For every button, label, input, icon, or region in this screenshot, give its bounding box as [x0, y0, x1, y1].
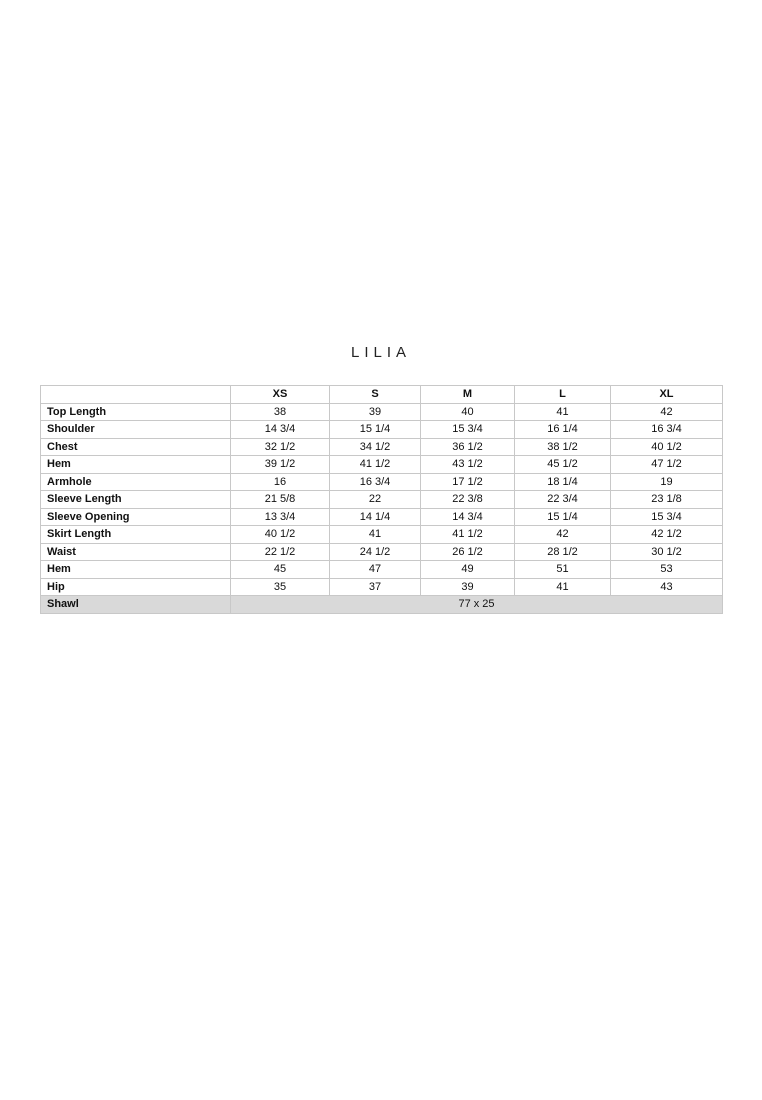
table-cell: 15 3/4 — [421, 421, 515, 439]
table-cell: 40 — [421, 403, 515, 421]
table-cell: 36 1/2 — [421, 438, 515, 456]
table-cell: 16 3/4 — [611, 421, 723, 439]
row-label: Skirt Length — [41, 526, 231, 544]
row-label: Hip — [41, 578, 231, 596]
table-cell: 26 1/2 — [421, 543, 515, 561]
table-row — [41, 543, 723, 561]
table-cell: 45 — [231, 561, 330, 579]
table-row — [41, 578, 723, 596]
table-cell: 22 3/4 — [515, 491, 611, 509]
table-cell: 14 3/4 — [421, 508, 515, 526]
table-cell: 24 1/2 — [330, 543, 421, 561]
table-cell: 16 1/4 — [515, 421, 611, 439]
table-cell: 32 1/2 — [231, 438, 330, 456]
table-cell: 47 — [330, 561, 421, 579]
table-cell: 34 1/2 — [330, 438, 421, 456]
table-cell: 16 3/4 — [330, 473, 421, 491]
row-label: Hem — [41, 456, 231, 474]
table-row — [41, 456, 723, 474]
table-row — [41, 403, 723, 421]
table-row — [41, 491, 723, 509]
table-row — [41, 421, 723, 439]
table-row — [41, 561, 723, 579]
table-cell: 14 3/4 — [231, 421, 330, 439]
table-cell: 22 3/8 — [421, 491, 515, 509]
table-row — [41, 508, 723, 526]
table-cell: 49 — [421, 561, 515, 579]
table-row — [41, 526, 723, 544]
row-label: Armhole — [41, 473, 231, 491]
table-cell: 22 1/2 — [231, 543, 330, 561]
row-label: Chest — [41, 438, 231, 456]
table-cell: 15 1/4 — [515, 508, 611, 526]
table-cell: 39 — [421, 578, 515, 596]
table-row — [41, 438, 723, 456]
table-cell: 41 — [330, 526, 421, 544]
table-cell: 38 1/2 — [515, 438, 611, 456]
shawl-row — [41, 596, 723, 614]
table-cell: 40 1/2 — [611, 438, 723, 456]
row-label: Shoulder — [41, 421, 231, 439]
table-cell: 16 — [231, 473, 330, 491]
page-title: LILIA — [350, 344, 412, 361]
row-label: Top Length — [41, 403, 231, 421]
table-cell: 35 — [231, 578, 330, 596]
table-cell: 39 — [330, 403, 421, 421]
table-cell: 43 1/2 — [421, 456, 515, 474]
table-cell: 19 — [611, 473, 723, 491]
size-chart-table — [40, 385, 723, 614]
table-cell: 30 1/2 — [611, 543, 723, 561]
table-cell: 15 3/4 — [611, 508, 723, 526]
column-header-xs: XS — [231, 386, 330, 404]
table-header-row — [41, 386, 723, 404]
table-row — [41, 473, 723, 491]
table-cell: 45 1/2 — [515, 456, 611, 474]
table-cell: 13 3/4 — [231, 508, 330, 526]
table-cell: 21 5/8 — [231, 491, 330, 509]
table-cell: 28 1/2 — [515, 543, 611, 561]
table-cell: 41 1/2 — [421, 526, 515, 544]
table-cell: 37 — [330, 578, 421, 596]
column-header-xl: XL — [611, 386, 723, 404]
table-cell: 42 — [611, 403, 723, 421]
table-cell: 14 1/4 — [330, 508, 421, 526]
table-cell: 53 — [611, 561, 723, 579]
row-label: Sleeve Opening — [41, 508, 231, 526]
table-cell: 15 1/4 — [330, 421, 421, 439]
table-cell: 38 — [231, 403, 330, 421]
table-cell: 42 1/2 — [611, 526, 723, 544]
row-label: Waist — [41, 543, 231, 561]
table-cell: 40 1/2 — [231, 526, 330, 544]
row-label: Sleeve Length — [41, 491, 231, 509]
table-cell: 42 — [515, 526, 611, 544]
column-header-blank — [41, 386, 231, 404]
table-cell: 17 1/2 — [421, 473, 515, 491]
table-cell: 51 — [515, 561, 611, 579]
shawl-value: 77 x 25 — [231, 596, 723, 614]
table-cell: 23 1/8 — [611, 491, 723, 509]
table-cell: 39 1/2 — [231, 456, 330, 474]
table-cell: 41 — [515, 578, 611, 596]
column-header-m: M — [421, 386, 515, 404]
table-cell: 41 — [515, 403, 611, 421]
table-cell: 22 — [330, 491, 421, 509]
shawl-label: Shawl — [41, 596, 231, 614]
table-cell: 47 1/2 — [611, 456, 723, 474]
table-cell: 18 1/4 — [515, 473, 611, 491]
column-header-s: S — [330, 386, 421, 404]
row-label: Hem — [41, 561, 231, 579]
table-cell: 43 — [611, 578, 723, 596]
column-header-l: L — [515, 386, 611, 404]
table-cell: 41 1/2 — [330, 456, 421, 474]
